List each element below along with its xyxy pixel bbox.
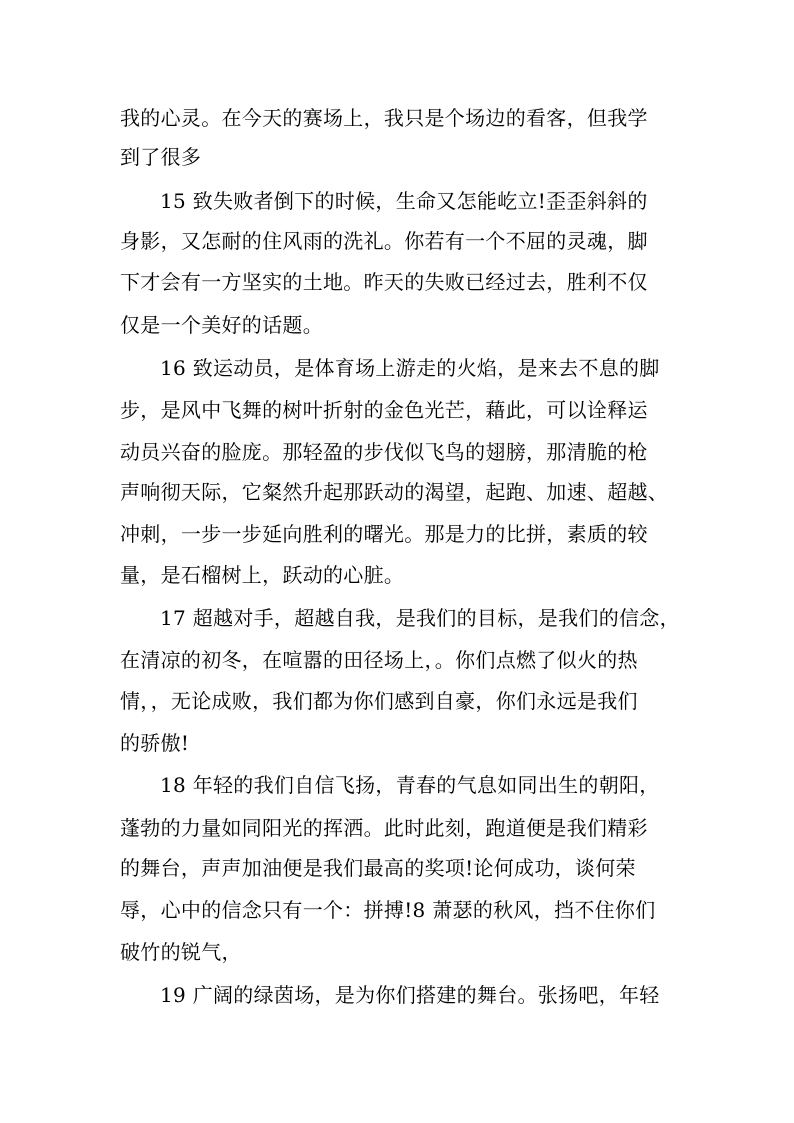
- paragraph-17-line-2: 在清凉的初冬，在喧嚣的田径场上，。你们点燃了似火的热: [120, 648, 638, 672]
- paragraph-18-line-1: 18 年轻的我们自信飞扬，青春的气息如同出生的朝阳，: [160, 773, 660, 797]
- paragraph-15-line-1: 15 致失败者倒下的时候，生命又怎能屹立!歪歪斜斜的: [160, 189, 648, 213]
- paragraph-18-line-4: 辱，心中的信念只有一个：拼搏!8 萧瑟的秋风，挡不住你们: [120, 898, 656, 922]
- paragraph-15-line-2: 身影，又怎耐的住风雨的洗礼。你若有一个不屈的灵魂，脚: [120, 229, 648, 253]
- paragraph-18-line-5: 破竹的锐气，: [120, 940, 242, 964]
- paragraph-18-line-3: 的舞台，声声加油便是我们最高的奖项!论何成功，谈何荣: [120, 856, 636, 880]
- paragraph-17-line-1: 17 超越对手，超越自我，是我们的目标，是我们的信念，: [160, 606, 680, 630]
- text-line-2: 到了很多: [120, 145, 202, 169]
- paragraph-17-line-3: 情，，无论成败，我们都为你们感到自豪，你们永远是我们: [120, 689, 638, 713]
- paragraph-16-line-6: 量，是石榴树上，跃动的心脏。: [120, 563, 405, 587]
- paragraph-17-line-4: 的骄傲!: [120, 731, 190, 755]
- paragraph-16-line-2: 步，是风中飞舞的树叶折射的金色光芒，藉此，可以诠释运: [120, 398, 648, 422]
- paragraph-16-line-4: 声响彻天际，它粲然升起那跃动的渴望，起跑、加速、超越、: [120, 480, 669, 504]
- paragraph-18-line-2: 蓬勃的力量如同阳光的挥洒。此时此刻，跑道便是我们精彩: [120, 816, 648, 840]
- paragraph-15-line-4: 仅是一个美好的话题。: [120, 313, 323, 337]
- paragraph-19-line-1: 19 广阔的绿茵场，是为你们搭建的舞台。张扬吧，年轻: [160, 983, 660, 1007]
- paragraph-15-line-3: 下才会有一方坚实的土地。昨天的失败已经过去，胜利不仅: [120, 270, 648, 294]
- paragraph-16-line-1: 16 致运动员，是体育场上游走的火焰，是来去不息的脚: [160, 356, 660, 380]
- text-line-1: 我的心灵。在今天的赛场上，我只是个场边的看客，但我学: [120, 106, 648, 130]
- paragraph-16-line-3: 动员兴奋的脸庞。那轻盈的步伐似飞鸟的翅膀，那清脆的枪: [120, 440, 648, 464]
- paragraph-16-line-5: 冲刺，一步一步延向胜利的曙光。那是力的比拼，素质的较: [120, 522, 648, 546]
